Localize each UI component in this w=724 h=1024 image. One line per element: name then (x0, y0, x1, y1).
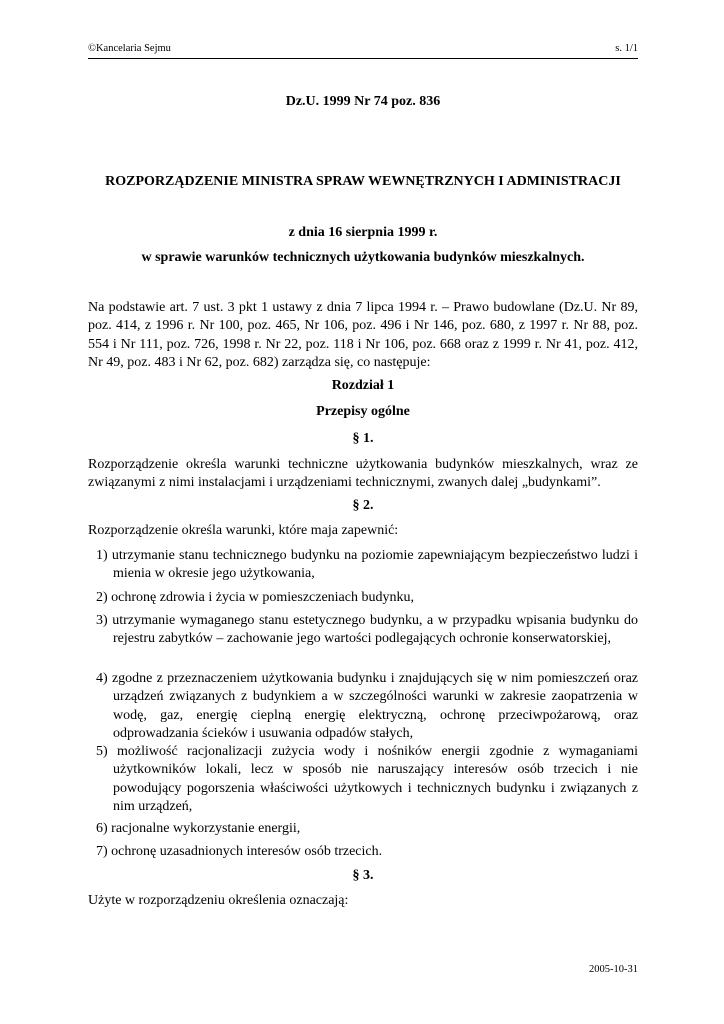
section-1-text: Rozporządzenie określa warunki techniczne użytkowania budynków mieszkalnych, wraz ze związanymi z nimi instalacjami i urządzeniami technicznymi, zwanych dalej „budynkami”. (88, 457, 638, 491)
header-publisher: ©Kancelaria Sejmu (88, 43, 171, 54)
section-3-intro: Użyte w rozporządzeniu określenia oznaczają: (88, 893, 349, 908)
list-item: 5) możliwość racjonalizacji zużycia wody i nośników energii zgodnie z wymaganiami użytkowników lokali, lecz w sposób nie naruszający interesów osób trzecich i nie powodujący pogorszenia właściwości użytkowych i technicznych budynku i związanych z nim urządzeń, (96, 744, 638, 814)
section-2-heading: § 2. (352, 498, 374, 513)
section-3-heading: § 3. (352, 868, 374, 883)
document-title: ROZPORZĄDZENIE MINISTRA SPRAW WEWNĘTRZNYCH I ADMINISTRACJI (105, 174, 621, 189)
document-subject: w sprawie warunków technicznych użytkowania budynków mieszkalnych. (141, 250, 585, 265)
document-reference: Dz.U. 1999 Nr 74 poz. 836 (285, 94, 441, 109)
section-1-heading: § 1. (352, 431, 374, 446)
list-item: 3) utrzymanie wymaganego stanu estetycznego budynku, a w przypadku wpisania budynku do rejestru zabytków – zachowanie jego wartości podlegających ochronie konserwatorskiej, (96, 613, 638, 647)
section-2-intro: Rozporządzenie określa warunki, które maja zapewnić: (88, 523, 399, 538)
preamble: Na podstawie art. 7 ust. 3 pkt 1 ustawy z dnia 7 lipca 1994 r. – Prawo budowlane (Dz.U. Nr 89, poz. 414, z 1996 r. Nr 100, poz. 465, Nr 106, poz. 496 i Nr 146, poz. 680, z 1997 r. Nr 88, poz. 554 i Nr 111, poz. 726, 1998 r. Nr 22, poz. 118 i Nr 106, poz. 668 oraz z 1999 r. Nr 41, poz. 412, Nr 49, poz. 483 i Nr 62, poz. 682) zarządza się, co następuje: (88, 300, 638, 370)
header-page-number: s. 1/1 (615, 43, 638, 54)
list-item: 6) racjonalne wykorzystanie energii, (96, 821, 301, 836)
list-item: 4) zgodne z przeznaczeniem użytkowania budynku i znajdujących się w nim pomieszczeń oraz urządzeń związanych z budynkiem a w szczególności warunki w zakresie zaopatrzenia w wodę, gaz, energię cieplną energię elektryczną, ochronę przeciwpożarową, oraz odprowadzania ścieków i usuwania odpadów stałych, (96, 671, 638, 741)
footer-date: 2005-10-31 (589, 964, 638, 975)
chapter-title: Przepisy ogólne (316, 404, 410, 419)
chapter-heading: Rozdział 1 (331, 378, 395, 393)
list-item: 2) ochronę zdrowia i życia w pomieszczeniach budynku, (96, 590, 414, 605)
list-item: 7) ochronę uzasadnionych interesów osób trzecich. (96, 844, 383, 859)
document-date: z dnia 16 sierpnia 1999 r. (288, 225, 438, 240)
header-divider (88, 58, 638, 59)
list-item: 1) utrzymanie stanu technicznego budynku na poziomie zapewniającym bezpieczeństwo ludzi i mienia w okresie jego użytkowania, (96, 548, 638, 582)
